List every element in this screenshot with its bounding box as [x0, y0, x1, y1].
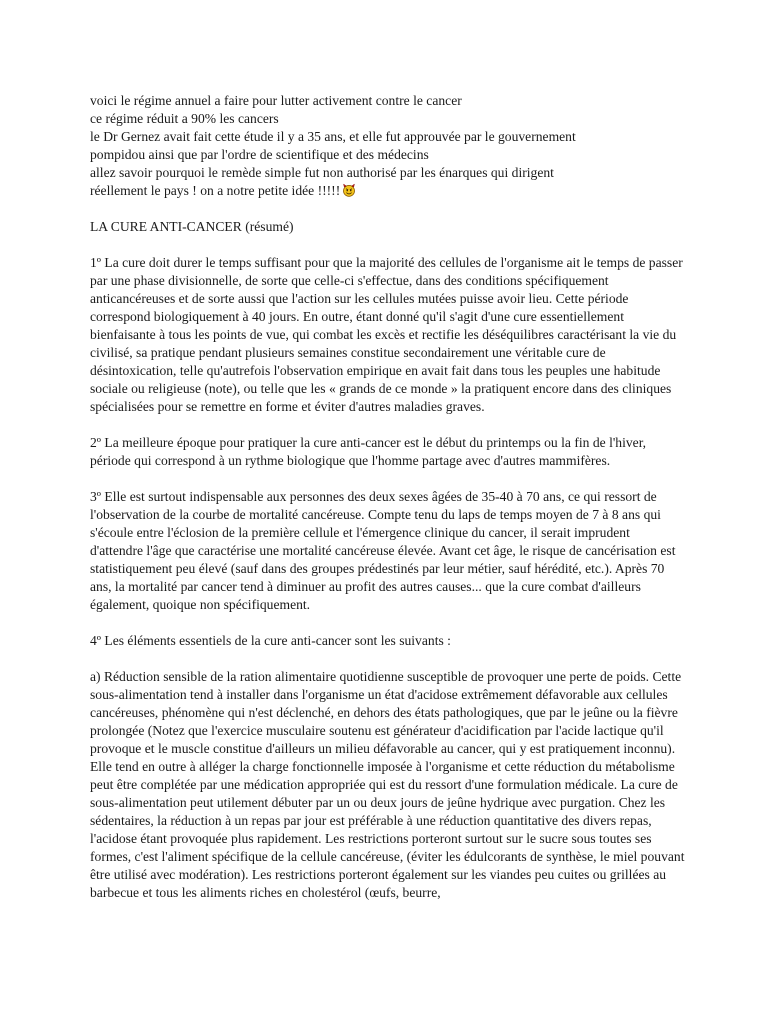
paragraph-4a: a) Réduction sensible de la ration alimentaire quotidienne susceptible de provoquer une perte de poids. Cette sous-alimentation tend à installer dans l'organisme un état d'acidose extrêmement défavorable aux cellules cancéreuses, phénomène qui n'est déclenché, en dehors des états pathologiques, que par le jeûne ou la fièvre prolongée (Notez que l'exercice musculaire soutenu est générateur d'acidification par l'acide lactique qu'il provoque et le muscle constitue d'ailleurs un milieu défavorable au cancer, qui y est pratiquement inconnu). Elle tend en outre à alléger la charge fonctionnelle imposée à l'organisme et cette réduction du métabolisme peut être complétée par une médication appropriée qui est du ressort d'une formulation médicale. La cure de sous-alimentation peut utilement débuter par un ou deux jours de jeûne hydrique avec purgation. Chez les sédentaires, la réduction à un repas par jour est préférable à une réduction quantitative des divers repas, l'acidose étant provoquée plus rapidement. Les restrictions porteront surtout sur le sucre sous toutes ses formes, c'est l'aliment spécifique de la cellule cancéreuse, (éviter les édulcorants de synthèse, le miel pouvant être utilisé avec modération). Les restrictions porteront également sur les viandes peu cuites ou grillées au barbecue et tous les aliments riches en cholestérol (œufs, beurre, [90, 669, 685, 900]
intro-line: ce régime réduit a 90% les cancers [90, 111, 279, 126]
intro-line: allez savoir pourquoi le remède simple fut non authorisé par les énarques qui dirigent [90, 165, 554, 180]
intro-last-line [90, 182, 686, 200]
intro-line: le Dr Gernez avait fait cette étude il y a 35 ans, et elle fut approuvée par le gouvernement [90, 129, 576, 144]
section-heading: LA CURE ANTI-CANCER (résumé) [90, 219, 294, 234]
intro-line: pompidou ainsi que par l'ordre de scientifique et des médecins [90, 147, 429, 162]
paragraph-1: 1º La cure doit durer le temps suffisant pour que la majorité des cellules de l'organisme ait le temps de passer par une phase divisionnelle, de sorte que celle-ci s'effectue, dans des conditions spécifiquement anticancéreuses et de sorte aussi que l'action sur les cellules mutées puisse avoir lieu. Cette période correspond biologiquement à 40 jours. En outre, étant donné qu'il s'agit d'une cure essentiellement bienfaisante à tous les points de vue, qui combat les excès et rectifie les déséquilibres caractérisant la vie du civilisé, sa pratique pendant plusieurs semaines constitue secondairement une véritable cure de désintoxication, telle qu'autrefois l'observation empirique en avait fait dans tous les peuples une habitude sociale ou religieuse (note), ou telle que les « grands de ce monde » la pratiquent encore dans des cliniques spécialisées pour se remettre en forme et éviter d'autres maladies graves. [90, 255, 683, 414]
document-page [90, 92, 686, 920]
intro-block [90, 92, 686, 200]
intro-line-text: réellement le pays ! on a notre petite idée !!!!! [90, 183, 341, 198]
intro-line: voici le régime annuel a faire pour lutter activement contre le cancer [90, 93, 462, 108]
paragraph-3: 3º Elle est surtout indispensable aux personnes des deux sexes âgées de 35-40 à 70 ans, ce qui ressort de l'observation de la courbe de mortalité cancéreuse. Compte tenu du laps de temps moyen de 7 à 8 ans qui s'écoule entre l'éclosion de la première cellule et l'émergence clinique du cancer, il serait imprudent d'attendre l'âge que caractérise une mortalité cancéreuse élevée. Avant cet âge, le risque de cancérisation est statistiquement peu élevé (sauf dans des groupes prédestinés par leur métier, sauf hérédité, etc.). Après 70 ans, la mortalité par cancer tend à diminuer au profit des autres causes... que la cure combat d'ailleurs également, quoique non spécifiquement. [90, 489, 676, 612]
devil-smiley-icon [342, 183, 356, 197]
paragraph-4: 4º Les éléments essentiels de la cure anti-cancer sont les suivants : [90, 633, 451, 648]
paragraph-2: 2º La meilleure époque pour pratiquer la cure anti-cancer est le début du printemps ou la fin de l'hiver, période qui correspond à un rythme biologique que l'homme partage avec d'autres mammifères. [90, 435, 647, 468]
